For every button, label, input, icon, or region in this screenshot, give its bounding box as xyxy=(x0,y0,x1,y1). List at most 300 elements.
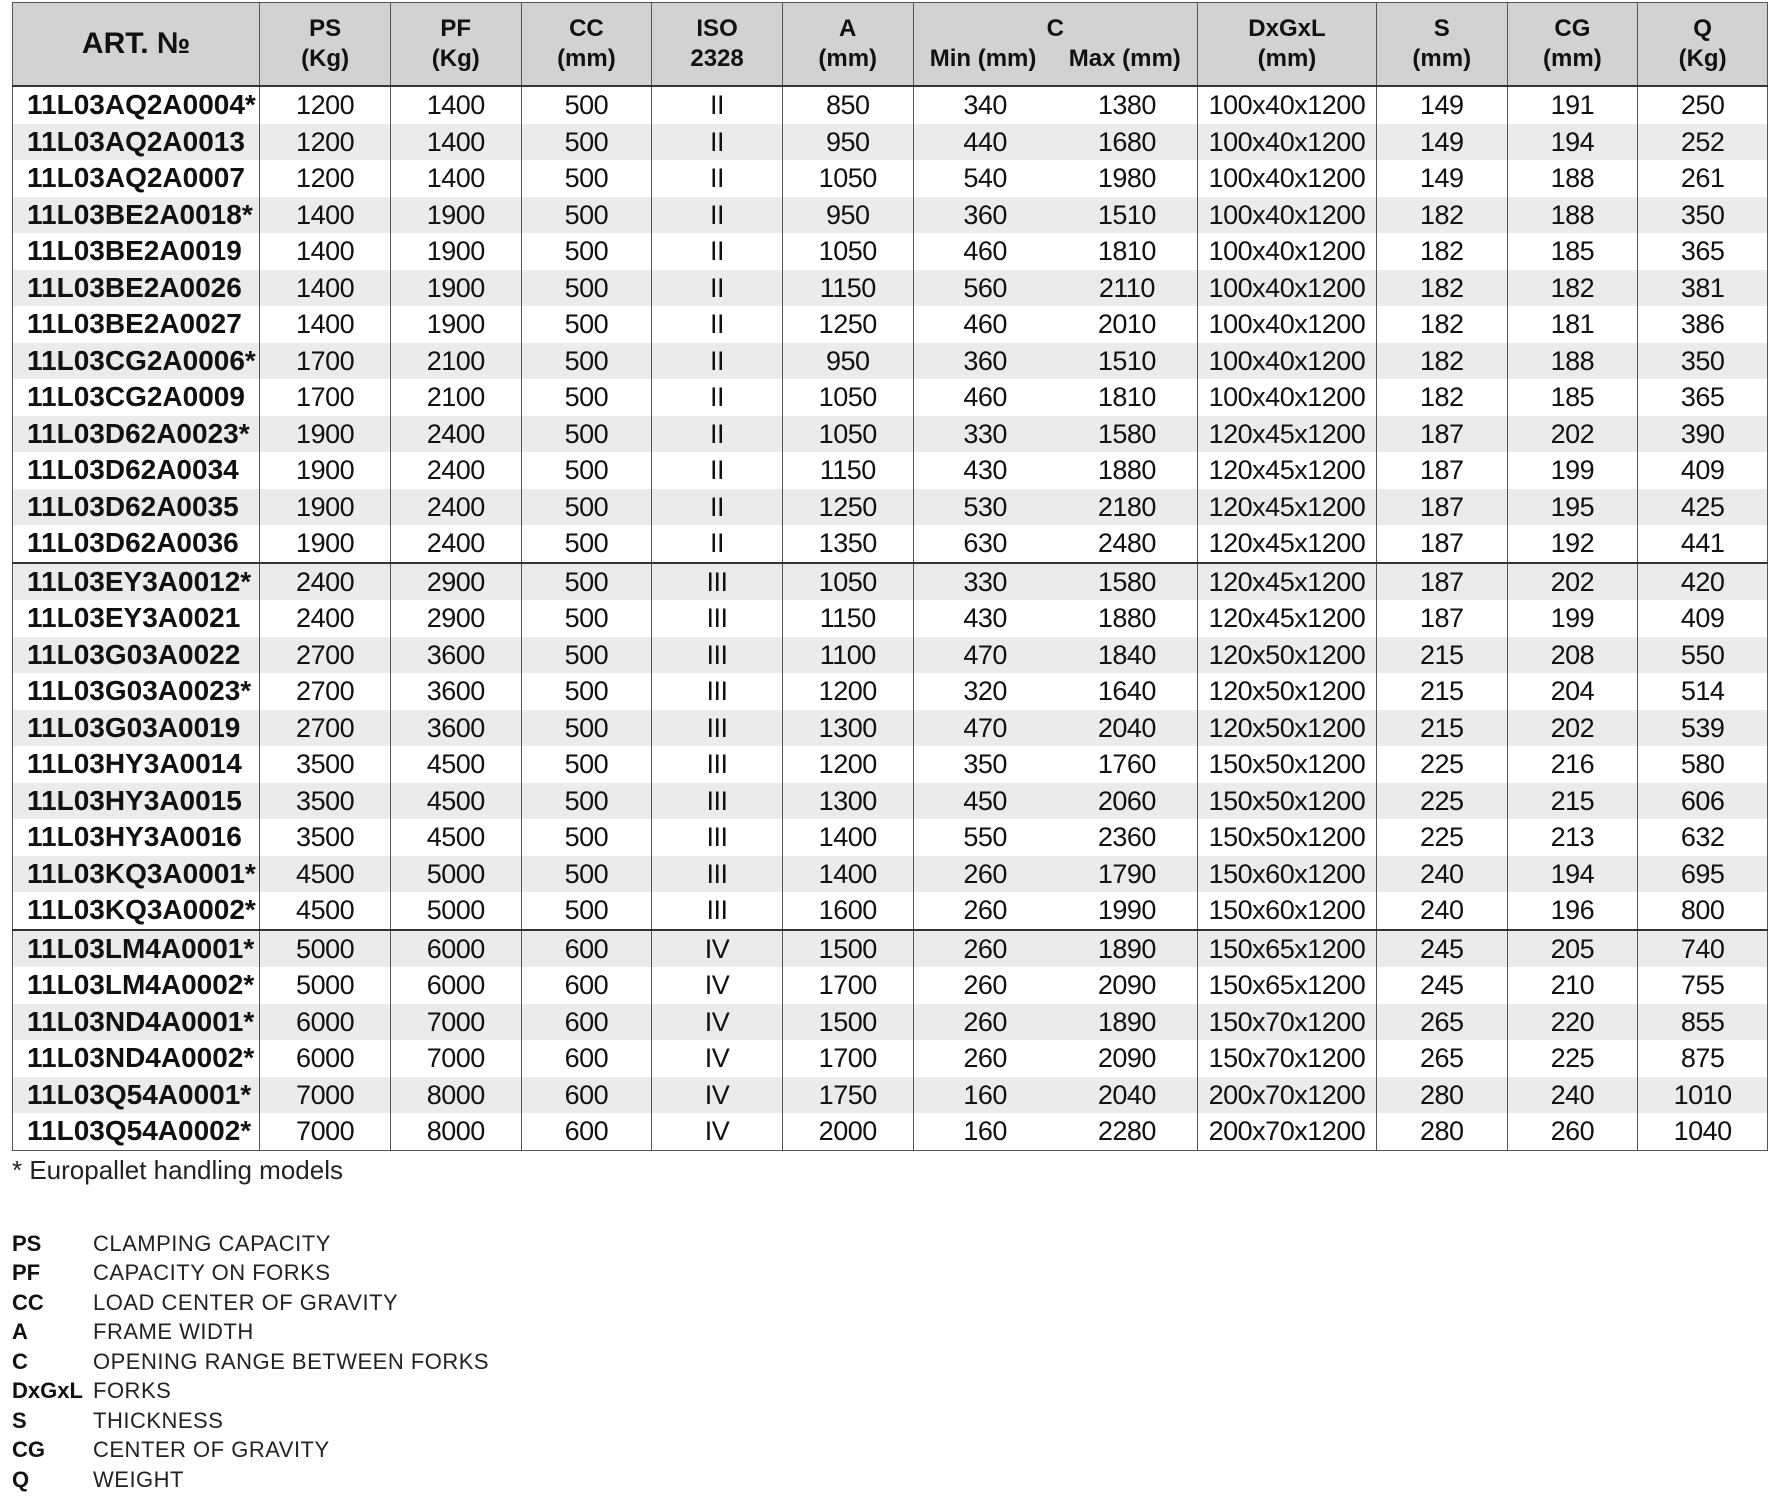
cell-cg: 182 xyxy=(1507,270,1638,307)
cell-dxgxl: 100x40x1200 xyxy=(1198,233,1377,270)
cell-cmax: 1810 xyxy=(1057,379,1198,416)
cell-dxgxl: 200x70x1200 xyxy=(1198,1113,1377,1150)
table-row xyxy=(13,783,1768,820)
table-row xyxy=(13,343,1768,380)
cell-a: 1050 xyxy=(782,379,913,416)
cell-art: 11L03LM4A0001* xyxy=(13,930,260,968)
cell-q: 390 xyxy=(1638,416,1768,453)
cell-cmin: 460 xyxy=(913,233,1057,270)
header-ps-label: PS xyxy=(309,15,342,42)
table-row xyxy=(13,525,1768,563)
cell-cc: 500 xyxy=(521,746,652,783)
cell-art: 11L03HY3A0015 xyxy=(13,783,260,820)
cell-cmin: 360 xyxy=(913,343,1057,380)
cell-a: 1500 xyxy=(782,1004,913,1041)
cell-s: 149 xyxy=(1376,86,1507,124)
cell-cmin: 260 xyxy=(913,1004,1057,1041)
cell-ps: 2400 xyxy=(260,563,391,601)
table-row xyxy=(13,930,1768,968)
header-a-unit: (mm) xyxy=(818,45,878,72)
cell-s: 182 xyxy=(1376,379,1507,416)
cell-cg: 213 xyxy=(1507,819,1638,856)
cell-dxgxl: 150x50x1200 xyxy=(1198,783,1377,820)
cell-cmax: 1840 xyxy=(1057,637,1198,674)
cell-q: 261 xyxy=(1638,160,1768,197)
cell-art: 11L03BE2A0027 xyxy=(13,306,260,343)
cell-ps: 5000 xyxy=(260,930,391,968)
header-a xyxy=(782,3,913,87)
cell-a: 1400 xyxy=(782,819,913,856)
cell-cg: 240 xyxy=(1507,1077,1638,1114)
cell-cc: 500 xyxy=(521,819,652,856)
cell-dxgxl: 120x50x1200 xyxy=(1198,637,1377,674)
cell-pf: 1900 xyxy=(390,233,521,270)
cell-ps: 1200 xyxy=(260,160,391,197)
cell-cc: 600 xyxy=(521,1077,652,1114)
header-cc-label: CC xyxy=(569,15,604,42)
cell-a: 1150 xyxy=(782,452,913,489)
cell-iso: II xyxy=(652,525,783,563)
cell-iso: II xyxy=(652,86,783,124)
cell-q: 580 xyxy=(1638,746,1768,783)
cell-cmax: 1760 xyxy=(1057,746,1198,783)
legend-abbr: C xyxy=(12,1348,28,1374)
cell-s: 215 xyxy=(1376,710,1507,747)
cell-art: 11L03G03A0019 xyxy=(13,710,260,747)
cell-a: 1200 xyxy=(782,673,913,710)
cell-iso: IV xyxy=(652,967,783,1004)
cell-cg: 202 xyxy=(1507,416,1638,453)
cell-cmin: 470 xyxy=(913,637,1057,674)
cell-a: 1500 xyxy=(782,930,913,968)
cell-q: 875 xyxy=(1638,1040,1768,1077)
cell-art: 11L03AQ2A0004* xyxy=(13,86,260,124)
header-iso xyxy=(652,3,783,87)
header-a-label: A xyxy=(839,15,857,42)
cell-s: 240 xyxy=(1376,892,1507,930)
cell-cg: 199 xyxy=(1507,600,1638,637)
cell-q: 365 xyxy=(1638,233,1768,270)
cell-cmax: 1680 xyxy=(1057,124,1198,161)
cell-a: 1050 xyxy=(782,160,913,197)
cell-cc: 500 xyxy=(521,270,652,307)
cell-ps: 1400 xyxy=(260,270,391,307)
header-pf xyxy=(390,3,521,87)
cell-a: 850 xyxy=(782,86,913,124)
table-body xyxy=(13,86,1768,1150)
cell-q: 550 xyxy=(1638,637,1768,674)
cell-s: 182 xyxy=(1376,343,1507,380)
cell-iso: II xyxy=(652,160,783,197)
cell-a: 1700 xyxy=(782,1040,913,1077)
cell-cc: 500 xyxy=(521,416,652,453)
cell-cmin: 430 xyxy=(913,452,1057,489)
cell-q: 250 xyxy=(1638,86,1768,124)
cell-cmin: 460 xyxy=(913,306,1057,343)
cell-cmin: 360 xyxy=(913,197,1057,234)
legend-desc: OPENING RANGE BETWEEN FORKS xyxy=(93,1348,490,1374)
cell-art: 11L03D62A0023* xyxy=(13,416,260,453)
cell-cmin: 340 xyxy=(913,86,1057,124)
cell-art: 11L03Q54A0001* xyxy=(13,1077,260,1114)
cell-pf: 1400 xyxy=(390,160,521,197)
cell-ps: 7000 xyxy=(260,1077,391,1114)
table-row xyxy=(13,270,1768,307)
cell-cmax: 2090 xyxy=(1057,1040,1198,1077)
cell-dxgxl: 100x40x1200 xyxy=(1198,86,1377,124)
cell-dxgxl: 100x40x1200 xyxy=(1198,197,1377,234)
cell-cmax: 1580 xyxy=(1057,563,1198,601)
cell-cc: 500 xyxy=(521,124,652,161)
cell-dxgxl: 150x65x1200 xyxy=(1198,967,1377,1004)
footnote: * Europallet handling models xyxy=(12,1155,343,1185)
cell-iso: III xyxy=(652,600,783,637)
table-row xyxy=(13,1004,1768,1041)
cell-iso: III xyxy=(652,637,783,674)
legend-item xyxy=(12,1406,489,1436)
cell-cmin: 260 xyxy=(913,1040,1057,1077)
cell-a: 1400 xyxy=(782,856,913,893)
table-row xyxy=(13,563,1768,601)
cell-cmax: 2180 xyxy=(1057,489,1198,526)
cell-dxgxl: 100x40x1200 xyxy=(1198,160,1377,197)
header-pf-unit: (Kg) xyxy=(431,45,480,72)
cell-cmin: 260 xyxy=(913,930,1057,968)
cell-pf: 1400 xyxy=(390,124,521,161)
cell-cg: 185 xyxy=(1507,379,1638,416)
legend-item xyxy=(12,1347,489,1377)
cell-ps: 7000 xyxy=(260,1113,391,1150)
cell-cc: 500 xyxy=(521,343,652,380)
cell-s: 187 xyxy=(1376,416,1507,453)
cell-cc: 500 xyxy=(521,197,652,234)
cell-s: 182 xyxy=(1376,197,1507,234)
legend-desc: FRAME WIDTH xyxy=(93,1319,254,1345)
table-row xyxy=(13,967,1768,1004)
cell-dxgxl: 150x50x1200 xyxy=(1198,746,1377,783)
cell-cc: 500 xyxy=(521,783,652,820)
cell-a: 1050 xyxy=(782,233,913,270)
cell-dxgxl: 100x40x1200 xyxy=(1198,379,1377,416)
table-row xyxy=(13,86,1768,124)
cell-art: 11L03HY3A0016 xyxy=(13,819,260,856)
cell-cc: 500 xyxy=(521,160,652,197)
table-row xyxy=(13,746,1768,783)
table-row xyxy=(13,856,1768,893)
cell-iso: II xyxy=(652,124,783,161)
cell-pf: 2900 xyxy=(390,563,521,601)
cell-iso: IV xyxy=(652,1004,783,1041)
cell-dxgxl: 150x50x1200 xyxy=(1198,819,1377,856)
table-row xyxy=(13,637,1768,674)
cell-s: 215 xyxy=(1376,637,1507,674)
header-pf-label: PF xyxy=(440,15,472,42)
cell-cmax: 1890 xyxy=(1057,930,1198,968)
cell-ps: 3500 xyxy=(260,819,391,856)
cell-art: 11L03D62A0034 xyxy=(13,452,260,489)
table-row xyxy=(13,160,1768,197)
cell-cmin: 260 xyxy=(913,856,1057,893)
legend-desc: LOAD CENTER OF GRAVITY xyxy=(93,1289,399,1315)
cell-q: 365 xyxy=(1638,379,1768,416)
cell-s: 265 xyxy=(1376,1040,1507,1077)
cell-q: 740 xyxy=(1638,930,1768,968)
cell-pf: 3600 xyxy=(390,710,521,747)
cell-q: 539 xyxy=(1638,710,1768,747)
cell-dxgxl: 120x45x1200 xyxy=(1198,416,1377,453)
cell-ps: 3500 xyxy=(260,746,391,783)
cell-cmax: 2360 xyxy=(1057,819,1198,856)
legend-abbr: PS xyxy=(12,1230,42,1256)
cell-s: 225 xyxy=(1376,819,1507,856)
cell-cmax: 1810 xyxy=(1057,233,1198,270)
cell-cmin: 560 xyxy=(913,270,1057,307)
table-header xyxy=(13,3,1768,87)
cell-cmax: 2110 xyxy=(1057,270,1198,307)
cell-cmax: 1510 xyxy=(1057,343,1198,380)
legend-abbr: DxGxL xyxy=(12,1378,83,1404)
header-ps-unit: (Kg) xyxy=(301,45,350,72)
cell-q: 755 xyxy=(1638,967,1768,1004)
cell-pf: 8000 xyxy=(390,1113,521,1150)
cell-a: 1300 xyxy=(782,710,913,747)
legend-desc: THICKNESS xyxy=(93,1407,224,1433)
cell-pf: 2400 xyxy=(390,452,521,489)
cell-cg: 188 xyxy=(1507,343,1638,380)
cell-a: 1200 xyxy=(782,746,913,783)
cell-cg: 260 xyxy=(1507,1113,1638,1150)
cell-art: 11L03ND4A0002* xyxy=(13,1040,260,1077)
cell-dxgxl: 150x60x1200 xyxy=(1198,856,1377,893)
header-art: ART. № xyxy=(13,3,260,87)
cell-q: 381 xyxy=(1638,270,1768,307)
cell-dxgxl: 100x40x1200 xyxy=(1198,343,1377,380)
cell-pf: 2900 xyxy=(390,600,521,637)
cell-s: 245 xyxy=(1376,930,1507,968)
header-cg-label: CG xyxy=(1554,15,1591,42)
cell-cmax: 1380 xyxy=(1057,86,1198,124)
cell-dxgxl: 150x60x1200 xyxy=(1198,892,1377,930)
cell-iso: II xyxy=(652,270,783,307)
cell-pf: 8000 xyxy=(390,1077,521,1114)
cell-a: 950 xyxy=(782,124,913,161)
legend-desc: WEIGHT xyxy=(93,1466,184,1492)
cell-cc: 500 xyxy=(521,306,652,343)
cell-s: 265 xyxy=(1376,1004,1507,1041)
cell-s: 280 xyxy=(1376,1113,1507,1150)
cell-cc: 500 xyxy=(521,892,652,930)
cell-q: 420 xyxy=(1638,563,1768,601)
cell-cg: 225 xyxy=(1507,1040,1638,1077)
cell-cmax: 2090 xyxy=(1057,967,1198,1004)
table-row xyxy=(13,489,1768,526)
cell-iso: IV xyxy=(652,1040,783,1077)
table-row xyxy=(13,452,1768,489)
cell-cmax: 1880 xyxy=(1057,452,1198,489)
cell-dxgxl: 120x45x1200 xyxy=(1198,489,1377,526)
legend-desc: CLAMPING CAPACITY xyxy=(93,1230,331,1256)
cell-dxgxl: 120x50x1200 xyxy=(1198,710,1377,747)
cell-art: 11L03BE2A0026 xyxy=(13,270,260,307)
header-q xyxy=(1638,3,1768,87)
legend-abbr: Q xyxy=(12,1466,30,1492)
cell-pf: 4500 xyxy=(390,783,521,820)
cell-cg: 220 xyxy=(1507,1004,1638,1041)
cell-ps: 1200 xyxy=(260,124,391,161)
cell-art: 11L03EY3A0021 xyxy=(13,600,260,637)
legend-abbr: CG xyxy=(12,1437,45,1463)
cell-a: 1050 xyxy=(782,416,913,453)
header-dxgxl-unit: (mm) xyxy=(1257,45,1317,72)
cell-cmin: 160 xyxy=(913,1077,1057,1114)
cell-cmax: 1640 xyxy=(1057,673,1198,710)
cell-q: 409 xyxy=(1638,452,1768,489)
cell-pf: 3600 xyxy=(390,637,521,674)
cell-q: 514 xyxy=(1638,673,1768,710)
header-s xyxy=(1376,3,1507,87)
cell-q: 252 xyxy=(1638,124,1768,161)
cell-iso: IV xyxy=(652,1077,783,1114)
table-row xyxy=(13,673,1768,710)
cell-art: 11L03CG2A0009 xyxy=(13,379,260,416)
cell-cmin: 350 xyxy=(913,746,1057,783)
cell-q: 855 xyxy=(1638,1004,1768,1041)
cell-cmin: 160 xyxy=(913,1113,1057,1150)
cell-cmax: 2060 xyxy=(1057,783,1198,820)
cell-cmax: 1980 xyxy=(1057,160,1198,197)
cell-cg: 208 xyxy=(1507,637,1638,674)
cell-dxgxl: 100x40x1200 xyxy=(1198,270,1377,307)
cell-cg: 202 xyxy=(1507,710,1638,747)
cell-a: 1150 xyxy=(782,600,913,637)
cell-iso: III xyxy=(652,892,783,930)
cell-iso: II xyxy=(652,379,783,416)
cell-s: 215 xyxy=(1376,673,1507,710)
cell-ps: 1700 xyxy=(260,379,391,416)
cell-art: 11L03AQ2A0013 xyxy=(13,124,260,161)
header-c-min: Min (mm) xyxy=(929,45,1037,72)
cell-pf: 7000 xyxy=(390,1040,521,1077)
cell-iso: III xyxy=(652,673,783,710)
cell-s: 225 xyxy=(1376,783,1507,820)
table-row xyxy=(13,1113,1768,1150)
cell-ps: 2700 xyxy=(260,637,391,674)
cell-cg: 181 xyxy=(1507,306,1638,343)
legend-desc: FORKS xyxy=(93,1378,172,1404)
cell-cmin: 630 xyxy=(913,525,1057,563)
cell-q: 695 xyxy=(1638,856,1768,893)
cell-a: 1300 xyxy=(782,783,913,820)
cell-iso: II xyxy=(652,306,783,343)
cell-iso: II xyxy=(652,416,783,453)
legend-desc: CAPACITY ON FORKS xyxy=(93,1260,331,1286)
header-iso-unit: 2328 xyxy=(690,45,744,72)
cell-q: 632 xyxy=(1638,819,1768,856)
legend-item xyxy=(12,1436,489,1466)
cell-a: 950 xyxy=(782,197,913,234)
cell-s: 182 xyxy=(1376,306,1507,343)
cell-q: 409 xyxy=(1638,600,1768,637)
cell-ps: 6000 xyxy=(260,1040,391,1077)
cell-cmax: 2040 xyxy=(1057,1077,1198,1114)
cell-cg: 194 xyxy=(1507,124,1638,161)
cell-cc: 600 xyxy=(521,1040,652,1077)
cell-ps: 1400 xyxy=(260,197,391,234)
header-ps xyxy=(260,3,391,87)
cell-iso: II xyxy=(652,343,783,380)
cell-s: 187 xyxy=(1376,525,1507,563)
cell-cg: 194 xyxy=(1507,856,1638,893)
cell-s: 187 xyxy=(1376,563,1507,601)
cell-a: 1150 xyxy=(782,270,913,307)
header-iso-label: ISO xyxy=(696,15,738,42)
cell-cg: 195 xyxy=(1507,489,1638,526)
cell-cmax: 2480 xyxy=(1057,525,1198,563)
legend xyxy=(12,1229,489,1495)
cell-pf: 4500 xyxy=(390,746,521,783)
cell-pf: 6000 xyxy=(390,930,521,968)
cell-iso: II xyxy=(652,233,783,270)
cell-s: 225 xyxy=(1376,746,1507,783)
cell-cmin: 260 xyxy=(913,892,1057,930)
cell-iso: IV xyxy=(652,1113,783,1150)
cell-cmin: 470 xyxy=(913,710,1057,747)
cell-s: 187 xyxy=(1376,489,1507,526)
legend-abbr: PF xyxy=(12,1260,41,1286)
cell-cc: 500 xyxy=(521,637,652,674)
cell-pf: 2400 xyxy=(390,525,521,563)
cell-s: 182 xyxy=(1376,270,1507,307)
cell-cmax: 1580 xyxy=(1057,416,1198,453)
legend-abbr: A xyxy=(12,1319,28,1345)
cell-cmin: 260 xyxy=(913,967,1057,1004)
header-cc xyxy=(521,3,652,87)
table-row xyxy=(13,379,1768,416)
cell-cmin: 430 xyxy=(913,600,1057,637)
cell-q: 800 xyxy=(1638,892,1768,930)
cell-pf: 5000 xyxy=(390,892,521,930)
cell-pf: 7000 xyxy=(390,1004,521,1041)
table-row xyxy=(13,124,1768,161)
cell-cg: 191 xyxy=(1507,86,1638,124)
cell-ps: 2700 xyxy=(260,673,391,710)
cell-cmin: 450 xyxy=(913,783,1057,820)
cell-a: 2000 xyxy=(782,1113,913,1150)
cell-cg: 202 xyxy=(1507,563,1638,601)
legend-item xyxy=(12,1465,489,1495)
cell-ps: 1900 xyxy=(260,489,391,526)
cell-art: 11L03BE2A0018* xyxy=(13,197,260,234)
cell-ps: 1900 xyxy=(260,452,391,489)
cell-dxgxl: 120x50x1200 xyxy=(1198,673,1377,710)
header-s-label: S xyxy=(1433,15,1450,42)
cell-cg: 192 xyxy=(1507,525,1638,563)
cell-pf: 5000 xyxy=(390,856,521,893)
cell-cc: 500 xyxy=(521,233,652,270)
cell-iso: II xyxy=(652,489,783,526)
cell-ps: 1400 xyxy=(260,306,391,343)
cell-art: 11L03CG2A0006* xyxy=(13,343,260,380)
cell-cc: 500 xyxy=(521,525,652,563)
cell-s: 149 xyxy=(1376,160,1507,197)
cell-cc: 500 xyxy=(521,710,652,747)
cell-pf: 2100 xyxy=(390,379,521,416)
cell-dxgxl: 200x70x1200 xyxy=(1198,1077,1377,1114)
cell-ps: 1400 xyxy=(260,233,391,270)
cell-pf: 4500 xyxy=(390,819,521,856)
cell-dxgxl: 150x65x1200 xyxy=(1198,930,1377,968)
cell-dxgxl: 120x45x1200 xyxy=(1198,452,1377,489)
